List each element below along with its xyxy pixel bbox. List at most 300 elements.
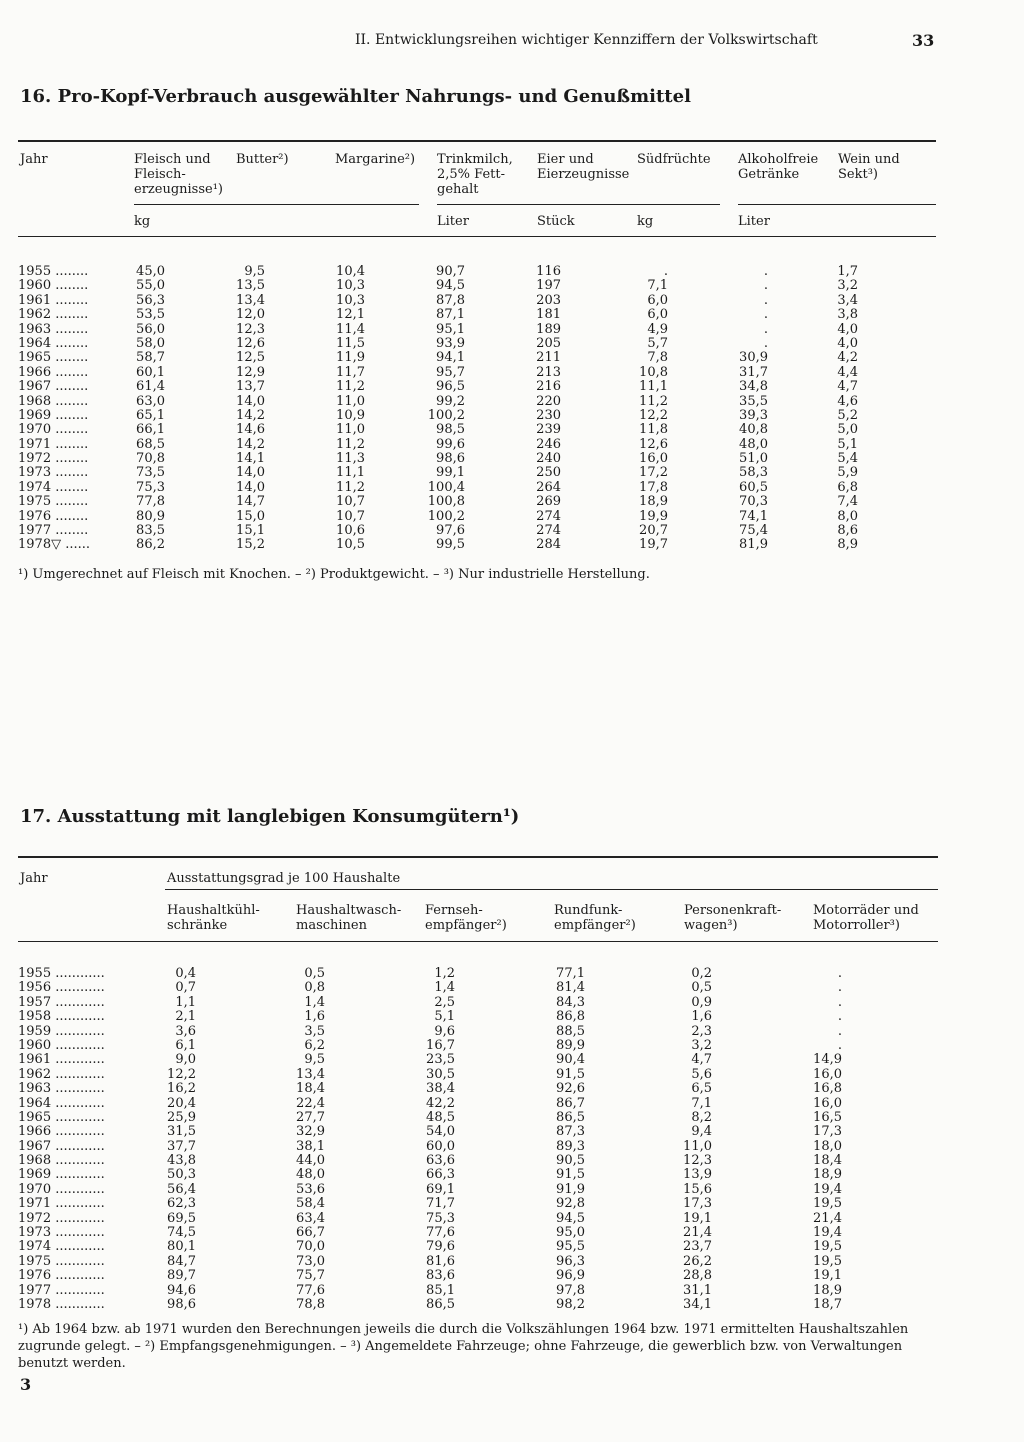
t17-cell-year: 1959 ............ bbox=[18, 1023, 105, 1039]
t16-cell-year: 1970 ........ bbox=[18, 422, 89, 438]
table-row bbox=[18, 323, 938, 337]
t16-cell-margarine: 11,9 bbox=[336, 350, 365, 366]
t16-cell-margarine: 10,6 bbox=[336, 523, 365, 539]
table-row bbox=[18, 1140, 938, 1154]
t16-cell-suedfruechte: 7,8 bbox=[647, 350, 668, 366]
table-row bbox=[18, 265, 938, 279]
t16-cell-alkoholfrei: 58,3 bbox=[739, 465, 768, 481]
t17-cell-rundfunk: 89,3 bbox=[556, 1138, 585, 1154]
t17-cell-pkw: 26,2 bbox=[683, 1253, 712, 1269]
t16-unit-rule-1 bbox=[134, 204, 419, 205]
t16-cell-margarine: 11,5 bbox=[336, 335, 365, 351]
t17-cell-fernseh: 83,6 bbox=[426, 1268, 455, 1284]
t16-cell-suedfruechte: 19,9 bbox=[639, 508, 668, 524]
table-row bbox=[18, 1269, 938, 1283]
t16-cell-margarine: 12,1 bbox=[336, 307, 365, 323]
t16-cell-fleisch: 45,0 bbox=[136, 264, 165, 279]
t17-cell-motorrad: 16,0 bbox=[813, 1066, 842, 1082]
t16-cell-wein: 8,6 bbox=[837, 523, 858, 539]
t17-cell-kuehl: 56,4 bbox=[167, 1181, 196, 1197]
t17-cell-year: 1960 ............ bbox=[18, 1037, 105, 1053]
t16-cell-margarine: 11,4 bbox=[336, 321, 365, 337]
t17-cell-motorrad: 18,9 bbox=[813, 1282, 842, 1298]
table-row bbox=[18, 1025, 938, 1039]
t16-cell-butter: 14,7 bbox=[236, 494, 265, 510]
t16-cell-trinkmilch: 87,8 bbox=[436, 292, 465, 308]
t16-unit-stueck: Stück bbox=[537, 214, 575, 229]
table-row bbox=[18, 1183, 938, 1197]
t16-cell-butter: 14,0 bbox=[236, 479, 265, 495]
t17-cell-year: 1971 ............ bbox=[18, 1196, 105, 1212]
t16-cell-trinkmilch: 95,7 bbox=[436, 364, 465, 380]
table-row bbox=[18, 279, 938, 293]
t17-cell-wasch: 18,4 bbox=[296, 1081, 325, 1097]
t16-cell-butter: 14,2 bbox=[236, 436, 265, 452]
t17-cell-motorrad: 17,3 bbox=[813, 1124, 842, 1140]
t17-cell-kuehl: 9,0 bbox=[175, 1052, 196, 1068]
t17-cell-kuehl: 0,4 bbox=[175, 966, 196, 981]
t17-col-rundfunk: Rundfunk- empfänger²) bbox=[554, 903, 636, 933]
t17-cell-fernseh: 9,6 bbox=[434, 1023, 455, 1039]
t17-cell-year: 1962 ............ bbox=[18, 1066, 105, 1082]
t16-cell-alkoholfrei: 70,3 bbox=[739, 494, 768, 510]
t17-cell-fernseh: 69,1 bbox=[426, 1181, 455, 1197]
table-row bbox=[18, 481, 938, 495]
t16-cell-suedfruechte: 18,9 bbox=[639, 494, 668, 510]
t16-cell-trinkmilch: 99,2 bbox=[436, 393, 465, 409]
t17-cell-wasch: 77,6 bbox=[296, 1282, 325, 1298]
t16-cell-suedfruechte: 12,6 bbox=[639, 436, 668, 452]
t16-cell-trinkmilch: 100,2 bbox=[427, 407, 465, 423]
t17-cell-pkw: 34,1 bbox=[683, 1296, 712, 1312]
table-row bbox=[18, 308, 938, 322]
t16-cell-wein: 3,2 bbox=[837, 278, 858, 294]
t17-cell-rundfunk: 96,3 bbox=[556, 1253, 585, 1269]
t16-cell-fleisch: 66,1 bbox=[136, 422, 165, 438]
t16-cell-year: 1976 ........ bbox=[18, 508, 89, 524]
t16-cell-eier: 197 bbox=[536, 278, 561, 294]
t17-cell-fernseh: 42,2 bbox=[426, 1095, 455, 1111]
t17-cell-motorrad: . bbox=[837, 1023, 842, 1039]
t16-cell-fleisch: 80,9 bbox=[136, 508, 165, 524]
t17-cell-year: 1957 ............ bbox=[18, 994, 105, 1010]
t16-cell-year: 1964 ........ bbox=[18, 335, 89, 351]
t17-cell-fernseh: 63,6 bbox=[426, 1153, 455, 1169]
t16-cell-year: 1962 ........ bbox=[18, 307, 89, 323]
t17-cell-pkw: 12,3 bbox=[683, 1153, 712, 1169]
t17-col-pkw: Personenkraft- wagen³) bbox=[684, 903, 782, 933]
t16-cell-butter: 15,1 bbox=[236, 523, 265, 539]
t16-cell-trinkmilch: 94,5 bbox=[436, 278, 465, 294]
t16-cell-alkoholfrei: 75,4 bbox=[739, 523, 768, 539]
t17-cell-fernseh: 38,4 bbox=[426, 1081, 455, 1097]
t17-cell-year: 1967 ............ bbox=[18, 1138, 105, 1154]
t17-cell-kuehl: 25,9 bbox=[167, 1109, 196, 1125]
table16-body bbox=[18, 265, 938, 553]
t17-cell-fernseh: 77,6 bbox=[426, 1225, 455, 1241]
t17-cell-rundfunk: 90,5 bbox=[556, 1153, 585, 1169]
t16-col-alkoholfrei: Alkoholfreie Getränke bbox=[738, 152, 819, 182]
t16-cell-alkoholfrei: 30,9 bbox=[739, 350, 768, 366]
t16-cell-butter: 15,2 bbox=[236, 537, 265, 553]
table-row bbox=[18, 1240, 938, 1254]
t17-cell-wasch: 6,2 bbox=[304, 1037, 325, 1053]
t17-cell-pkw: 6,5 bbox=[691, 1081, 712, 1097]
t17-cell-motorrad: . bbox=[837, 994, 842, 1010]
t16-unit-kg2: kg bbox=[637, 214, 654, 229]
t16-cell-eier: 274 bbox=[536, 523, 561, 539]
table-row bbox=[18, 967, 938, 981]
t17-cell-fernseh: 16,7 bbox=[426, 1037, 455, 1053]
t17-cell-year: 1963 ............ bbox=[18, 1081, 105, 1097]
table-row bbox=[18, 380, 938, 394]
table-row bbox=[18, 1154, 938, 1168]
t17-cell-kuehl: 37,7 bbox=[167, 1138, 196, 1154]
t17-cell-motorrad: 16,8 bbox=[813, 1081, 842, 1097]
t16-cell-eier: 181 bbox=[536, 307, 561, 323]
t17-cell-kuehl: 84,7 bbox=[167, 1253, 196, 1269]
table-row bbox=[18, 294, 938, 308]
t16-cell-eier: 203 bbox=[536, 292, 561, 308]
t17-cell-motorrad: 18,4 bbox=[813, 1153, 842, 1169]
t16-cell-eier: 250 bbox=[536, 465, 561, 481]
t17-cell-year: 1973 ............ bbox=[18, 1225, 105, 1241]
t17-cell-rundfunk: 77,1 bbox=[556, 966, 585, 981]
t16-cell-alkoholfrei: 39,3 bbox=[739, 407, 768, 423]
t16-col-jahr: Jahr bbox=[20, 152, 48, 167]
table17-body bbox=[18, 967, 938, 1312]
running-head: II. Entwicklungsreihen wichtiger Kennziffern der Volkswirtschaft bbox=[355, 32, 818, 48]
t16-cell-year: 1967 ........ bbox=[18, 379, 89, 395]
t17-cell-motorrad: 19,4 bbox=[813, 1225, 842, 1241]
t17-cell-pkw: 11,0 bbox=[683, 1138, 712, 1154]
t17-cell-pkw: 19,1 bbox=[683, 1210, 712, 1226]
t17-cell-year: 1970 ............ bbox=[18, 1181, 105, 1197]
t16-cell-year: 1972 ........ bbox=[18, 451, 89, 467]
t16-col-eier: Eier und Eierzeugnisse bbox=[537, 152, 630, 182]
t17-cell-kuehl: 89,7 bbox=[167, 1268, 196, 1284]
t16-cell-wein: 4,0 bbox=[837, 321, 858, 337]
t17-col-fernseh: Fernseh- empfänger²) bbox=[425, 903, 507, 933]
t16-cell-suedfruechte: 10,8 bbox=[639, 364, 668, 380]
t16-cell-margarine: 11,0 bbox=[336, 393, 365, 409]
table-row bbox=[18, 452, 938, 466]
table-row bbox=[18, 1168, 938, 1182]
t17-cell-motorrad: 18,7 bbox=[813, 1296, 842, 1312]
t16-cell-eier: 211 bbox=[536, 350, 561, 366]
t17-cell-motorrad: 16,0 bbox=[813, 1095, 842, 1111]
t16-cell-fleisch: 56,0 bbox=[136, 321, 165, 337]
t17-cell-rundfunk: 95,0 bbox=[556, 1225, 585, 1241]
table-row bbox=[18, 337, 938, 351]
t16-cell-trinkmilch: 99,6 bbox=[436, 436, 465, 452]
t16-cell-alkoholfrei: 48,0 bbox=[739, 436, 768, 452]
t17-cell-pkw: 7,1 bbox=[691, 1095, 712, 1111]
t16-cell-alkoholfrei: . bbox=[763, 321, 768, 337]
t16-cell-suedfruechte: 11,2 bbox=[639, 393, 668, 409]
t16-cell-butter: 12,0 bbox=[236, 307, 265, 323]
table16-title: 16. Pro-Kopf-Verbrauch ausgewählter Nahrungs- und Genußmittel bbox=[20, 86, 691, 107]
page-foot-mark: 3 bbox=[20, 1375, 32, 1394]
table-row bbox=[18, 423, 938, 437]
t16-cell-trinkmilch: 90,7 bbox=[436, 264, 465, 279]
t16-cell-alkoholfrei: 81,9 bbox=[739, 537, 768, 553]
t17-cell-kuehl: 94,6 bbox=[167, 1282, 196, 1298]
t16-cell-suedfruechte: 4,9 bbox=[647, 321, 668, 337]
t17-cell-fernseh: 48,5 bbox=[426, 1109, 455, 1125]
t16-unit-liter: Liter bbox=[437, 214, 469, 229]
t17-cell-year: 1969 ............ bbox=[18, 1167, 105, 1183]
table-row bbox=[18, 1082, 938, 1096]
t17-cell-pkw: 28,8 bbox=[683, 1268, 712, 1284]
table-row bbox=[18, 1197, 938, 1211]
t16-cell-margarine: 10,9 bbox=[336, 407, 365, 423]
t16-cell-eier: 116 bbox=[536, 264, 561, 279]
t17-cell-rundfunk: 86,7 bbox=[556, 1095, 585, 1111]
t17-cell-wasch: 44,0 bbox=[296, 1153, 325, 1169]
t17-cell-year: 1955 ............ bbox=[18, 966, 105, 981]
t16-unit-rule-3 bbox=[738, 204, 936, 205]
t16-cell-suedfruechte: 16,0 bbox=[639, 451, 668, 467]
t16-cell-trinkmilch: 93,9 bbox=[436, 335, 465, 351]
t17-cell-motorrad: 19,5 bbox=[813, 1253, 842, 1269]
t16-cell-fleisch: 68,5 bbox=[136, 436, 165, 452]
t16-cell-margarine: 11,7 bbox=[336, 364, 365, 380]
t17-cell-pkw: 31,1 bbox=[683, 1282, 712, 1298]
t16-cell-year: 1969 ........ bbox=[18, 407, 89, 423]
t17-cell-rundfunk: 92,8 bbox=[556, 1196, 585, 1212]
t17-cell-kuehl: 1,1 bbox=[175, 994, 196, 1010]
t16-cell-trinkmilch: 87,1 bbox=[436, 307, 465, 323]
t17-cell-fernseh: 71,7 bbox=[426, 1196, 455, 1212]
t16-cell-year: 1977 ........ bbox=[18, 523, 89, 539]
t16-cell-butter: 14,6 bbox=[236, 422, 265, 438]
t16-cell-wein: 4,4 bbox=[837, 364, 858, 380]
t16-col-fleisch: Fleisch und Fleisch- erzeugnisse¹) bbox=[134, 152, 223, 197]
t17-cell-kuehl: 43,8 bbox=[167, 1153, 196, 1169]
t16-col-butter: Butter²) bbox=[236, 152, 289, 167]
t16-cell-year: 1963 ........ bbox=[18, 321, 89, 337]
t17-cell-pkw: 1,6 bbox=[691, 1009, 712, 1025]
table16-footnote: ¹) Umgerechnet auf Fleisch mit Knochen. – ²) Produktgewicht. – ³) Nur industrielle Herstellung. bbox=[18, 567, 650, 582]
t17-cell-fernseh: 81,6 bbox=[426, 1253, 455, 1269]
t16-cell-wein: 4,2 bbox=[837, 350, 858, 366]
t16-cell-margarine: 11,1 bbox=[336, 465, 365, 481]
table-row bbox=[18, 1068, 938, 1082]
t16-cell-year: 1955 ........ bbox=[18, 264, 89, 279]
t16-cell-butter: 13,7 bbox=[236, 379, 265, 395]
t17-cell-pkw: 5,6 bbox=[691, 1066, 712, 1082]
t16-cell-trinkmilch: 97,6 bbox=[436, 523, 465, 539]
t16-cell-alkoholfrei: 40,8 bbox=[739, 422, 768, 438]
t17-cell-pkw: 15,6 bbox=[683, 1181, 712, 1197]
t17-cell-wasch: 1,4 bbox=[304, 994, 325, 1010]
t17-cell-wasch: 58,4 bbox=[296, 1196, 325, 1212]
t17-cell-pkw: 0,5 bbox=[691, 980, 712, 996]
t17-cell-wasch: 66,7 bbox=[296, 1225, 325, 1241]
table17-footnote: ¹) Ab 1964 bzw. ab 1971 wurden den Berechnungen jeweils die durch die Volkszählungen 1964 bzw. 1971 ermittelten Haushaltszahlen zugrunde gelegt. – ²) Empfangsgenehmigungen. – ³) Angemeldete Fahrzeuge; ohne Fahrzeuge, die gewerblich bzw. von Verwaltungen benutzt werden. bbox=[18, 1322, 909, 1371]
t16-cell-wein: 5,2 bbox=[837, 407, 858, 423]
t16-cell-butter: 12,6 bbox=[236, 335, 265, 351]
t16-cell-wein: 5,0 bbox=[837, 422, 858, 438]
t16-cell-fleisch: 75,3 bbox=[136, 479, 165, 495]
table-row bbox=[18, 510, 938, 524]
t17-cell-fernseh: 2,5 bbox=[434, 994, 455, 1010]
page-number: 33 bbox=[912, 31, 935, 50]
t16-cell-margarine: 10,4 bbox=[336, 264, 365, 279]
t16-unit-kg: kg bbox=[134, 214, 151, 229]
t16-cell-wein: 4,0 bbox=[837, 335, 858, 351]
t16-cell-butter: 14,0 bbox=[236, 393, 265, 409]
t16-cell-alkoholfrei: 34,8 bbox=[739, 379, 768, 395]
t16-cell-suedfruechte: 6,0 bbox=[647, 307, 668, 323]
t17-cell-kuehl: 74,5 bbox=[167, 1225, 196, 1241]
t17-cell-year: 1964 ............ bbox=[18, 1095, 105, 1111]
t17-cell-pkw: 17,3 bbox=[683, 1196, 712, 1212]
t16-cell-margarine: 11,0 bbox=[336, 422, 365, 438]
t17-cell-fernseh: 30,5 bbox=[426, 1066, 455, 1082]
table-row bbox=[18, 351, 938, 365]
t17-cell-wasch: 78,8 bbox=[296, 1296, 325, 1312]
t16-cell-eier: 216 bbox=[536, 379, 561, 395]
t16-cell-trinkmilch: 100,8 bbox=[427, 494, 465, 510]
t16-cell-eier: 264 bbox=[536, 479, 561, 495]
t17-cell-motorrad: 18,0 bbox=[813, 1138, 842, 1154]
t17-cell-wasch: 13,4 bbox=[296, 1066, 325, 1082]
t17-cell-motorrad: . bbox=[837, 1037, 842, 1053]
t16-cell-suedfruechte: 20,7 bbox=[639, 523, 668, 539]
t16-cell-fleisch: 56,3 bbox=[136, 292, 165, 308]
t17-cell-motorrad: . bbox=[837, 1009, 842, 1025]
t16-cell-fleisch: 53,5 bbox=[136, 307, 165, 323]
t16-cell-suedfruechte: . bbox=[663, 264, 668, 279]
t17-cell-pkw: 3,2 bbox=[691, 1037, 712, 1053]
t16-cell-margarine: 11,2 bbox=[336, 479, 365, 495]
t16-col-suedfruechte: Südfrüchte bbox=[637, 152, 711, 167]
t16-cell-wein: 8,9 bbox=[837, 537, 858, 553]
t16-cell-wein: 4,6 bbox=[837, 393, 858, 409]
t16-cell-wein: 4,7 bbox=[837, 379, 858, 395]
t16-cell-butter: 12,5 bbox=[236, 350, 265, 366]
t16-cell-margarine: 11,3 bbox=[336, 451, 365, 467]
t17-cell-wasch: 53,6 bbox=[296, 1181, 325, 1197]
t17-cell-pkw: 8,2 bbox=[691, 1109, 712, 1125]
t16-cell-wein: 5,9 bbox=[837, 465, 858, 481]
t17-cell-motorrad: 19,5 bbox=[813, 1196, 842, 1212]
table16-top-rule bbox=[18, 140, 936, 142]
t17-cell-rundfunk: 90,4 bbox=[556, 1052, 585, 1068]
t16-cell-suedfruechte: 7,1 bbox=[647, 278, 668, 294]
t16-cell-wein: 5,4 bbox=[837, 451, 858, 467]
t16-cell-trinkmilch: 100,4 bbox=[427, 479, 465, 495]
table-row bbox=[18, 524, 938, 538]
t17-cell-year: 1968 ............ bbox=[18, 1153, 105, 1169]
t16-cell-eier: 189 bbox=[536, 321, 561, 337]
t16-cell-fleisch: 65,1 bbox=[136, 407, 165, 423]
t17-cell-pkw: 0,2 bbox=[691, 966, 712, 981]
t16-unit-liter2: Liter bbox=[738, 214, 770, 229]
t17-cell-rundfunk: 98,2 bbox=[556, 1296, 585, 1312]
t16-cell-trinkmilch: 99,1 bbox=[436, 465, 465, 481]
t17-cell-kuehl: 31,5 bbox=[167, 1124, 196, 1140]
t17-cell-year: 1965 ............ bbox=[18, 1109, 105, 1125]
t16-cell-fleisch: 60,1 bbox=[136, 364, 165, 380]
t17-cell-fernseh: 23,5 bbox=[426, 1052, 455, 1068]
t17-spanner: Ausstattungsgrad je 100 Haushalte bbox=[167, 871, 401, 886]
t16-cell-eier: 230 bbox=[536, 407, 561, 423]
t16-cell-butter: 13,4 bbox=[236, 292, 265, 308]
t16-cell-suedfruechte: 11,1 bbox=[639, 379, 668, 395]
t17-cell-kuehl: 69,5 bbox=[167, 1210, 196, 1226]
t17-cell-wasch: 1,6 bbox=[304, 1009, 325, 1025]
t16-cell-suedfruechte: 17,8 bbox=[639, 479, 668, 495]
t16-cell-margarine: 11,2 bbox=[336, 436, 365, 452]
t17-cell-kuehl: 12,2 bbox=[167, 1066, 196, 1082]
table-row bbox=[18, 1125, 938, 1139]
t17-cell-fernseh: 79,6 bbox=[426, 1239, 455, 1255]
t17-cell-year: 1966 ............ bbox=[18, 1124, 105, 1140]
t17-cell-wasch: 3,5 bbox=[304, 1023, 325, 1039]
t17-cell-year: 1972 ............ bbox=[18, 1210, 105, 1226]
t17-cell-year: 1975 ............ bbox=[18, 1253, 105, 1269]
t16-unit-rule-2 bbox=[437, 204, 720, 205]
t16-cell-alkoholfrei: 74,1 bbox=[739, 508, 768, 524]
t16-cell-eier: 240 bbox=[536, 451, 561, 467]
page-header bbox=[0, 32, 1024, 56]
table-row bbox=[18, 495, 938, 509]
t17-cell-motorrad: 19,4 bbox=[813, 1181, 842, 1197]
t17-cell-kuehl: 20,4 bbox=[167, 1095, 196, 1111]
t17-cell-rundfunk: 96,9 bbox=[556, 1268, 585, 1284]
table-row bbox=[18, 438, 938, 452]
table-row bbox=[18, 1010, 938, 1024]
t16-col-wein: Wein und Sekt³) bbox=[838, 152, 900, 182]
t16-cell-fleisch: 83,5 bbox=[136, 523, 165, 539]
t17-cell-year: 1977 ............ bbox=[18, 1282, 105, 1298]
t17-cell-rundfunk: 91,5 bbox=[556, 1167, 585, 1183]
t16-cell-margarine: 10,3 bbox=[336, 292, 365, 308]
t17-cell-motorrad: 21,4 bbox=[813, 1210, 842, 1226]
t16-cell-fleisch: 58,0 bbox=[136, 335, 165, 351]
t16-cell-eier: 239 bbox=[536, 422, 561, 438]
t16-cell-year: 1965 ........ bbox=[18, 350, 89, 366]
t16-cell-wein: 6,8 bbox=[837, 479, 858, 495]
t16-cell-year: 1973 ........ bbox=[18, 465, 89, 481]
t17-cell-wasch: 32,9 bbox=[296, 1124, 325, 1140]
table-row bbox=[18, 1284, 938, 1298]
t17-cell-rundfunk: 86,5 bbox=[556, 1109, 585, 1125]
t16-cell-year: 1974 ........ bbox=[18, 479, 89, 495]
t16-cell-year: 1960 ........ bbox=[18, 278, 89, 294]
t17-cell-wasch: 48,0 bbox=[296, 1167, 325, 1183]
t16-cell-butter: 14,2 bbox=[236, 407, 265, 423]
table-row bbox=[18, 366, 938, 380]
t17-cell-kuehl: 50,3 bbox=[167, 1167, 196, 1183]
t16-cell-trinkmilch: 100,2 bbox=[427, 508, 465, 524]
t16-cell-eier: 213 bbox=[536, 364, 561, 380]
t16-cell-alkoholfrei: . bbox=[763, 264, 768, 279]
t16-cell-year: 1978▽ ...... bbox=[18, 537, 91, 553]
t16-cell-eier: 246 bbox=[536, 436, 561, 452]
t17-cell-year: 1961 ............ bbox=[18, 1052, 105, 1068]
t17-spanner-rule bbox=[165, 889, 938, 890]
t16-cell-trinkmilch: 96,5 bbox=[436, 379, 465, 395]
t16-cell-alkoholfrei: . bbox=[763, 335, 768, 351]
t16-cell-wein: 1,7 bbox=[837, 264, 858, 279]
t16-cell-alkoholfrei: 35,5 bbox=[739, 393, 768, 409]
t17-cell-rundfunk: 88,5 bbox=[556, 1023, 585, 1039]
t17-cell-motorrad: 14,9 bbox=[813, 1052, 842, 1068]
